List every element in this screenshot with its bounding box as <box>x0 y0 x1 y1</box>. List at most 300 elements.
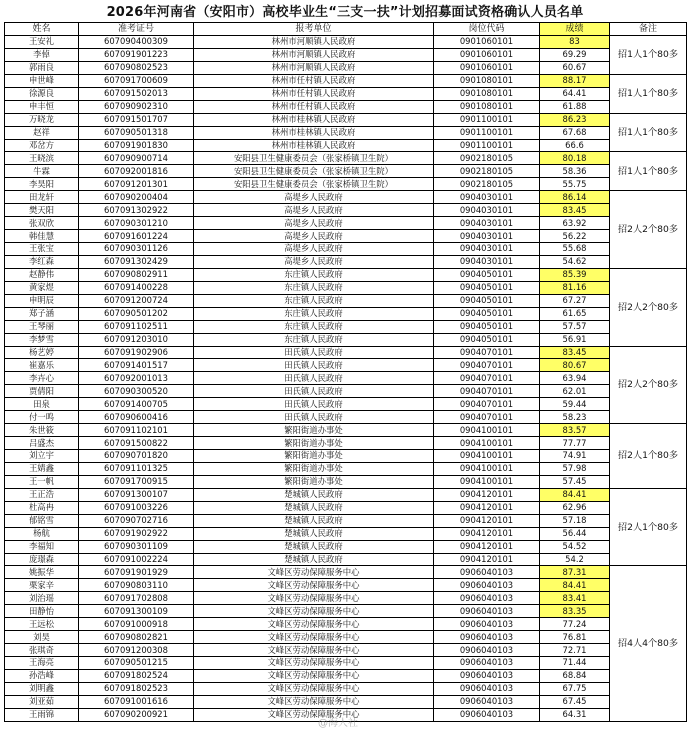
table-row <box>5 191 687 204</box>
table-row <box>5 204 687 217</box>
cell-name: 李昊阳 <box>5 178 79 191</box>
cell-post-code: 0904070101 <box>434 372 540 385</box>
cell-unit: 繁阳街道办事处 <box>194 475 434 488</box>
cell-post-code: 0904030101 <box>434 243 540 256</box>
cell-name: 王海亮 <box>5 657 79 670</box>
table-row <box>5 424 687 437</box>
cell-score: 55.68 <box>540 243 610 256</box>
cell-unit: 林州市桂林镇人民政府 <box>194 113 434 126</box>
cell-exam-id: 607091802523 <box>79 682 194 695</box>
cell-unit: 林州市任村镇人民政府 <box>194 87 434 100</box>
cell-score: 67.45 <box>540 695 610 708</box>
cell-post-code: 0904050101 <box>434 268 540 281</box>
cell-post-code: 0906040103 <box>434 644 540 657</box>
table-row <box>5 462 687 475</box>
cell-unit: 田氏镇人民政府 <box>194 411 434 424</box>
cell-score: 83.45 <box>540 346 610 359</box>
cell-score: 63.94 <box>540 372 610 385</box>
cell-unit: 文峰区劳动保障服务中心 <box>194 592 434 605</box>
cell-score: 56.91 <box>540 333 610 346</box>
cell-post-code: 0904120101 <box>434 514 540 527</box>
header-row <box>5 23 687 36</box>
cell-score: 58.36 <box>540 165 610 178</box>
cell-unit: 田氏镇人民政府 <box>194 359 434 372</box>
table-row <box>5 281 687 294</box>
cell-exam-id: 607090701820 <box>79 450 194 463</box>
cell-post-code: 0906040103 <box>434 605 540 618</box>
cell-name: 孙浩峰 <box>5 669 79 682</box>
cell-score: 67.27 <box>540 294 610 307</box>
cell-score: 63.92 <box>540 217 610 230</box>
cell-post-code: 0906040103 <box>434 618 540 631</box>
cell-score: 87.31 <box>540 566 610 579</box>
cell-unit: 田氏镇人民政府 <box>194 346 434 359</box>
cell-exam-id: 607091302922 <box>79 204 194 217</box>
cell-note: 招2人2个80多 <box>610 346 687 424</box>
cell-exam-id: 607090400309 <box>79 36 194 49</box>
cell-score: 62.01 <box>540 385 610 398</box>
cell-name: 李福知 <box>5 540 79 553</box>
header-exam-id: 准考证号 <box>79 23 194 36</box>
cell-unit: 田氏镇人民政府 <box>194 398 434 411</box>
cell-score: 72.71 <box>540 644 610 657</box>
watermark-text: @海人社 <box>318 718 358 729</box>
cell-unit: 繁阳街道办事处 <box>194 437 434 450</box>
cell-name: 王安礼 <box>5 36 79 49</box>
cell-exam-id: 607091501707 <box>79 113 194 126</box>
cell-name: 杜高冉 <box>5 501 79 514</box>
cell-unit: 林州市河顺镇人民政府 <box>194 61 434 74</box>
table-row <box>5 230 687 243</box>
cell-name: 邓岔方 <box>5 139 79 152</box>
cell-score: 55.75 <box>540 178 610 191</box>
cell-post-code: 0904030101 <box>434 217 540 230</box>
cell-name: 赵静伟 <box>5 268 79 281</box>
cell-score: 86.14 <box>540 191 610 204</box>
candidate-table <box>4 22 687 722</box>
page-title: 2026年河南省（安阳市）高校毕业生“三支一扶”计划招募面试资格确认人员名单 <box>106 5 584 20</box>
cell-post-code: 0904030101 <box>434 204 540 217</box>
cell-exam-id: 607091300107 <box>79 488 194 501</box>
cell-post-code: 0904030101 <box>434 191 540 204</box>
cell-score: 83.57 <box>540 424 610 437</box>
table-row <box>5 669 687 682</box>
table-row <box>5 36 687 49</box>
cell-name: 庞璟森 <box>5 553 79 566</box>
cell-exam-id: 607091902906 <box>79 346 194 359</box>
cell-score: 57.45 <box>540 475 610 488</box>
cell-unit: 林州市桂林镇人民政府 <box>194 126 434 139</box>
cell-name: 王正浩 <box>5 488 79 501</box>
cell-post-code: 0906040103 <box>434 695 540 708</box>
cell-exam-id: 607091002224 <box>79 553 194 566</box>
cell-score: 56.22 <box>540 230 610 243</box>
cell-exam-id: 607090501318 <box>79 126 194 139</box>
table-row <box>5 527 687 540</box>
cell-score: 77.77 <box>540 437 610 450</box>
cell-post-code: 0901060101 <box>434 61 540 74</box>
cell-unit: 田氏镇人民政府 <box>194 372 434 385</box>
cell-unit: 楚城镇人民政府 <box>194 514 434 527</box>
cell-unit: 东庄镇人民政府 <box>194 281 434 294</box>
cell-name: 付一鸣 <box>5 411 79 424</box>
cell-score: 57.57 <box>540 320 610 333</box>
cell-exam-id: 607091901929 <box>79 566 194 579</box>
cell-name: 申明辰 <box>5 294 79 307</box>
cell-name: 刘明鑫 <box>5 682 79 695</box>
cell-score: 67.68 <box>540 126 610 139</box>
cell-unit: 繁阳街道办事处 <box>194 450 434 463</box>
cell-exam-id: 607091902922 <box>79 527 194 540</box>
cell-score: 58.23 <box>540 411 610 424</box>
cell-name: 郭雨良 <box>5 61 79 74</box>
table-row <box>5 87 687 100</box>
cell-name: 王一帆 <box>5 475 79 488</box>
cell-exam-id: 607091300109 <box>79 605 194 618</box>
cell-score: 71.44 <box>540 657 610 670</box>
cell-exam-id: 607090802821 <box>79 631 194 644</box>
table-row <box>5 450 687 463</box>
cell-name: 樊天阳 <box>5 204 79 217</box>
table-row <box>5 644 687 657</box>
cell-name: 郑子涵 <box>5 307 79 320</box>
cell-post-code: 0904120101 <box>434 527 540 540</box>
cell-note: 招1人1个80多 <box>610 113 687 152</box>
cell-name: 刘立宇 <box>5 450 79 463</box>
cell-exam-id: 607091203010 <box>79 333 194 346</box>
table-row <box>5 657 687 670</box>
cell-name: 徐源良 <box>5 87 79 100</box>
cell-score: 66.6 <box>540 139 610 152</box>
table-row <box>5 359 687 372</box>
cell-score: 67.75 <box>540 682 610 695</box>
cell-post-code: 0906040103 <box>434 682 540 695</box>
cell-exam-id: 607091502013 <box>79 87 194 100</box>
cell-score: 84.41 <box>540 579 610 592</box>
cell-name: 栗家辛 <box>5 579 79 592</box>
table-row <box>5 488 687 501</box>
cell-score: 60.67 <box>540 61 610 74</box>
cell-exam-id: 607090300520 <box>79 385 194 398</box>
cell-score: 54.2 <box>540 553 610 566</box>
cell-name: 李卉心 <box>5 372 79 385</box>
cell-unit: 文峰区劳动保障服务中心 <box>194 605 434 618</box>
cell-score: 84.41 <box>540 488 610 501</box>
cell-score: 85.39 <box>540 268 610 281</box>
cell-unit: 文峰区劳动保障服务中心 <box>194 644 434 657</box>
cell-exam-id: 607090501202 <box>79 307 194 320</box>
cell-exam-id: 607090301126 <box>79 243 194 256</box>
cell-score: 83.35 <box>540 605 610 618</box>
cell-note: 招1人1个80多 <box>610 36 687 75</box>
cell-exam-id: 607091601224 <box>79 230 194 243</box>
cell-unit: 安阳县卫生健康委员会（张家桥镇卫生院） <box>194 165 434 178</box>
table-row <box>5 294 687 307</box>
cell-unit: 繁阳街道办事处 <box>194 462 434 475</box>
cell-name: 崔嘉乐 <box>5 359 79 372</box>
cell-unit: 楚城镇人民政府 <box>194 501 434 514</box>
cell-post-code: 0906040103 <box>434 592 540 605</box>
table-row <box>5 437 687 450</box>
cell-exam-id: 607090702716 <box>79 514 194 527</box>
cell-exam-id: 607090803110 <box>79 579 194 592</box>
cell-unit: 安阳县卫生健康委员会（张家桥镇卫生院） <box>194 152 434 165</box>
table-row <box>5 566 687 579</box>
cell-name: 牛霖 <box>5 165 79 178</box>
cell-post-code: 0902180105 <box>434 165 540 178</box>
cell-unit: 文峰区劳动保障服务中心 <box>194 708 434 721</box>
table-row <box>5 217 687 230</box>
table-row <box>5 605 687 618</box>
table-row <box>5 307 687 320</box>
cell-post-code: 0901060101 <box>434 48 540 61</box>
cell-unit: 楚城镇人民政府 <box>194 488 434 501</box>
cell-exam-id: 607091901830 <box>79 139 194 152</box>
cell-post-code: 0906040103 <box>434 631 540 644</box>
cell-unit: 林州市任村镇人民政府 <box>194 100 434 113</box>
cell-exam-id: 607090501215 <box>79 657 194 670</box>
cell-exam-id: 607090802911 <box>79 268 194 281</box>
cell-score: 80.18 <box>540 152 610 165</box>
cell-post-code: 0904050101 <box>434 320 540 333</box>
cell-post-code: 0904100101 <box>434 462 540 475</box>
cell-exam-id: 607090802523 <box>79 61 194 74</box>
cell-unit: 文峰区劳动保障服务中心 <box>194 631 434 644</box>
cell-post-code: 0904030101 <box>434 230 540 243</box>
cell-score: 68.84 <box>540 669 610 682</box>
cell-name: 申丰恒 <box>5 100 79 113</box>
cell-exam-id: 607091700915 <box>79 475 194 488</box>
cell-exam-id: 607091102511 <box>79 320 194 333</box>
table-row <box>5 333 687 346</box>
cell-note: 招2人2个80多 <box>610 268 687 346</box>
table-row <box>5 385 687 398</box>
cell-name: 杨航 <box>5 527 79 540</box>
cell-exam-id: 607090301109 <box>79 540 194 553</box>
cell-unit: 高堤乡人民政府 <box>194 191 434 204</box>
table-row <box>5 592 687 605</box>
cell-unit: 楚城镇人民政府 <box>194 540 434 553</box>
cell-name: 王琴丽 <box>5 320 79 333</box>
header-unit: 报考单位 <box>194 23 434 36</box>
cell-score: 83 <box>540 36 610 49</box>
cell-name: 刘昊 <box>5 631 79 644</box>
cell-exam-id: 607091901223 <box>79 48 194 61</box>
table-row <box>5 618 687 631</box>
table-row <box>5 540 687 553</box>
cell-score: 88.17 <box>540 74 610 87</box>
cell-unit: 繁阳街道办事处 <box>194 424 434 437</box>
cell-unit: 高堤乡人民政府 <box>194 204 434 217</box>
cell-post-code: 0904070101 <box>434 359 540 372</box>
cell-post-code: 0902180105 <box>434 152 540 165</box>
cell-unit: 东庄镇人民政府 <box>194 320 434 333</box>
cell-name: 刘亚茹 <box>5 695 79 708</box>
cell-unit: 田氏镇人民政府 <box>194 385 434 398</box>
cell-score: 56.44 <box>540 527 610 540</box>
cell-exam-id: 607090200404 <box>79 191 194 204</box>
cell-name: 田泉 <box>5 398 79 411</box>
cell-score: 77.24 <box>540 618 610 631</box>
cell-post-code: 0901100101 <box>434 126 540 139</box>
table-row <box>5 514 687 527</box>
cell-unit: 文峰区劳动保障服务中心 <box>194 657 434 670</box>
cell-unit: 高堤乡人民政府 <box>194 243 434 256</box>
cell-score: 61.65 <box>540 307 610 320</box>
cell-post-code: 0904070101 <box>434 385 540 398</box>
cell-post-code: 0904070101 <box>434 398 540 411</box>
table-row <box>5 553 687 566</box>
cell-name: 王晓滨 <box>5 152 79 165</box>
table-row <box>5 346 687 359</box>
cell-unit: 文峰区劳动保障服务中心 <box>194 579 434 592</box>
cell-name: 王雨锦 <box>5 708 79 721</box>
cell-exam-id: 607091102101 <box>79 424 194 437</box>
cell-name: 杨艺婷 <box>5 346 79 359</box>
cell-note: 招1人1个80多 <box>610 74 687 113</box>
cell-post-code: 0906040103 <box>434 579 540 592</box>
cell-score: 62.96 <box>540 501 610 514</box>
header-name: 姓名 <box>5 23 79 36</box>
cell-post-code: 0904100101 <box>434 450 540 463</box>
cell-note: 招2人1个80多 <box>610 488 687 566</box>
cell-post-code: 0904050101 <box>434 281 540 294</box>
table-row <box>5 165 687 178</box>
cell-unit: 林州市桂林镇人民政府 <box>194 139 434 152</box>
cell-name: 王婧鑫 <box>5 462 79 475</box>
cell-name: 黄家煜 <box>5 281 79 294</box>
cell-name: 李倬 <box>5 48 79 61</box>
cell-score: 69.29 <box>540 48 610 61</box>
cell-name: 田静怡 <box>5 605 79 618</box>
cell-exam-id: 607091400705 <box>79 398 194 411</box>
cell-unit: 安阳县卫生健康委员会（张家桥镇卫生院） <box>194 178 434 191</box>
cell-name: 申世峰 <box>5 74 79 87</box>
table-row <box>5 695 687 708</box>
cell-score: 76.81 <box>540 631 610 644</box>
table-row <box>5 579 687 592</box>
cell-name: 李红森 <box>5 255 79 268</box>
cell-unit: 林州市河顺镇人民政府 <box>194 48 434 61</box>
cell-post-code: 0906040103 <box>434 708 540 721</box>
cell-exam-id: 607091802524 <box>79 669 194 682</box>
table-row <box>5 411 687 424</box>
cell-unit: 文峰区劳动保障服务中心 <box>194 682 434 695</box>
cell-name: 朱世筱 <box>5 424 79 437</box>
cell-score: 86.23 <box>540 113 610 126</box>
cell-post-code: 0901100101 <box>434 113 540 126</box>
cell-exam-id: 607090600416 <box>79 411 194 424</box>
cell-exam-id: 607091302429 <box>79 255 194 268</box>
table-row <box>5 501 687 514</box>
table-row <box>5 268 687 281</box>
cell-name: 吕盛杰 <box>5 437 79 450</box>
cell-name: 王远松 <box>5 618 79 631</box>
cell-score: 83.45 <box>540 204 610 217</box>
cell-name: 万晓龙 <box>5 113 79 126</box>
cell-score: 81.16 <box>540 281 610 294</box>
table-row <box>5 475 687 488</box>
cell-score: 57.98 <box>540 462 610 475</box>
cell-unit: 文峰区劳动保障服务中心 <box>194 618 434 631</box>
sheet <box>4 3 686 722</box>
cell-score: 64.41 <box>540 87 610 100</box>
table-row <box>5 372 687 385</box>
cell-exam-id: 607091200308 <box>79 644 194 657</box>
cell-note: 招2人1个80多 <box>610 424 687 489</box>
cell-name: 刘治瑶 <box>5 592 79 605</box>
cell-unit: 东庄镇人民政府 <box>194 333 434 346</box>
cell-exam-id: 607091700609 <box>79 74 194 87</box>
cell-unit: 文峰区劳动保障服务中心 <box>194 566 434 579</box>
cell-name: 田龙轩 <box>5 191 79 204</box>
cell-name: 贾倩阳 <box>5 385 79 398</box>
cell-post-code: 0906040103 <box>434 669 540 682</box>
cell-name: 赵祥 <box>5 126 79 139</box>
cell-post-code: 0904120101 <box>434 540 540 553</box>
cell-post-code: 0904100101 <box>434 437 540 450</box>
cell-post-code: 0902180105 <box>434 178 540 191</box>
cell-post-code: 0901100101 <box>434 139 540 152</box>
cell-post-code: 0906040103 <box>434 657 540 670</box>
cell-post-code: 0904070101 <box>434 411 540 424</box>
cell-post-code: 0904050101 <box>434 333 540 346</box>
table-row <box>5 178 687 191</box>
cell-name: 韩佳慧 <box>5 230 79 243</box>
table-row <box>5 255 687 268</box>
cell-score: 57.18 <box>540 514 610 527</box>
table-body <box>5 36 687 722</box>
cell-exam-id: 607091702808 <box>79 592 194 605</box>
table-row <box>5 139 687 152</box>
header-note: 备注 <box>610 23 687 36</box>
cell-name: 张双欣 <box>5 217 79 230</box>
cell-name: 姚振华 <box>5 566 79 579</box>
table-row <box>5 243 687 256</box>
cell-exam-id: 607090301210 <box>79 217 194 230</box>
cell-score: 64.31 <box>540 708 610 721</box>
cell-score: 54.52 <box>540 540 610 553</box>
cell-score: 59.44 <box>540 398 610 411</box>
cell-unit: 高堤乡人民政府 <box>194 217 434 230</box>
cell-exam-id: 607091401517 <box>79 359 194 372</box>
cell-name: 郁铭雪 <box>5 514 79 527</box>
cell-unit: 楚城镇人民政府 <box>194 553 434 566</box>
cell-exam-id: 607092001013 <box>79 372 194 385</box>
cell-exam-id: 607090900714 <box>79 152 194 165</box>
cell-exam-id: 607092001816 <box>79 165 194 178</box>
table-row <box>5 682 687 695</box>
cell-post-code: 0904120101 <box>434 501 540 514</box>
cell-unit: 楚城镇人民政府 <box>194 527 434 540</box>
cell-post-code: 0904120101 <box>434 553 540 566</box>
cell-exam-id: 607090200921 <box>79 708 194 721</box>
cell-note: 招2人2个80多 <box>610 191 687 269</box>
cell-unit: 高堤乡人民政府 <box>194 230 434 243</box>
cell-post-code: 0906040103 <box>434 566 540 579</box>
cell-post-code: 0904100101 <box>434 475 540 488</box>
table-row <box>5 74 687 87</box>
cell-exam-id: 607091200724 <box>79 294 194 307</box>
cell-exam-id: 607091101325 <box>79 462 194 475</box>
table-row <box>5 398 687 411</box>
cell-score: 80.67 <box>540 359 610 372</box>
cell-name: 李梦雪 <box>5 333 79 346</box>
header-post-code: 岗位代码 <box>434 23 540 36</box>
cell-post-code: 0901080101 <box>434 87 540 100</box>
cell-unit: 林州市河顺镇人民政府 <box>194 36 434 49</box>
table-row <box>5 152 687 165</box>
